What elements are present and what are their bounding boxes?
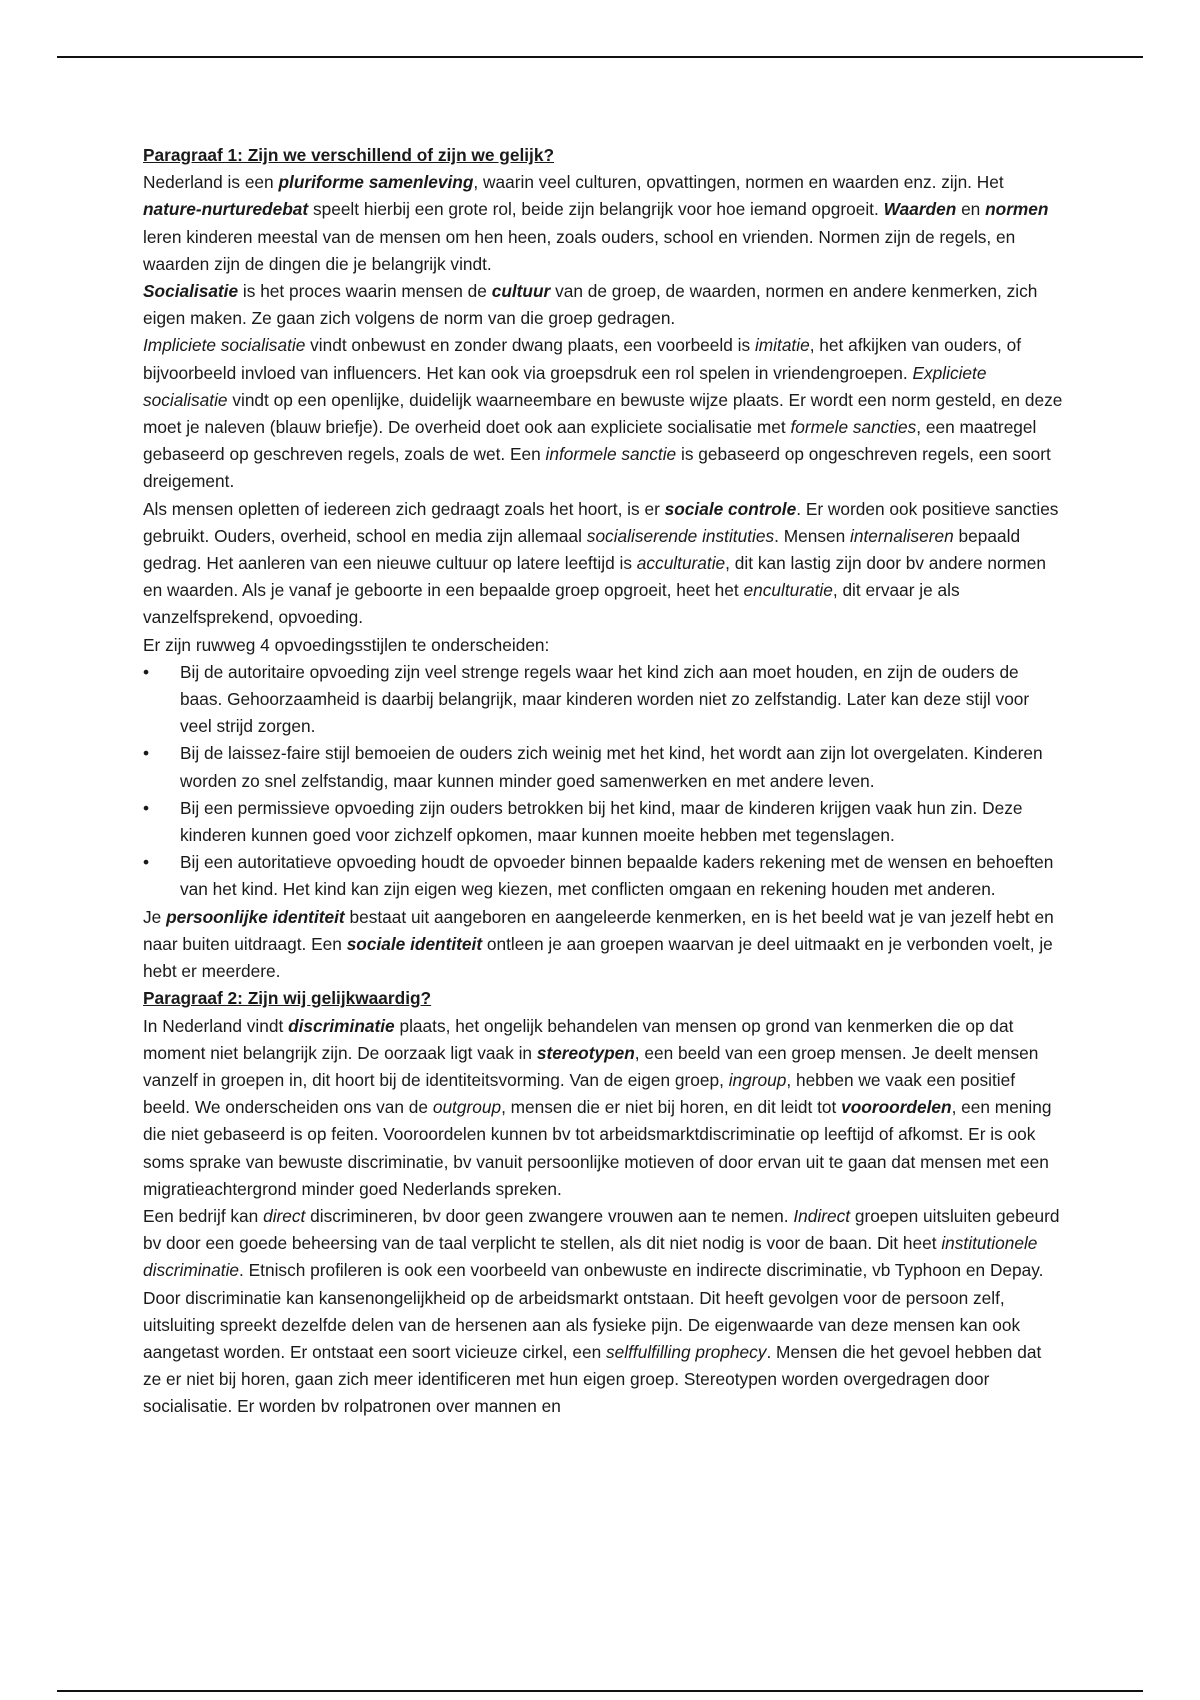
- emphasized-term: informele sanctie: [545, 444, 677, 465]
- emphasized-term: Waarden: [883, 199, 957, 220]
- paragraph: [143, 169, 1063, 278]
- emphasized-term: internaliseren: [850, 525, 954, 546]
- text-run: , hebben we vaak een positief beeld. We onderscheiden ons van de: [143, 1069, 1016, 1118]
- paragraph: [143, 278, 1063, 332]
- text-run: , een beeld van een groep mensen. Je deelt mensen vanzelf in groepen in, dit hoort bij de identiteitsvorming. Van de eigen groep,: [143, 1042, 1039, 1090]
- text-run: discrimineren, bv door geen zwangere vrouwen aan te nemen.: [305, 1205, 794, 1226]
- emphasized-term: vooroordelen: [841, 1097, 952, 1118]
- text-run: , mensen die er niet bij horen, en dit leidt tot: [501, 1097, 842, 1118]
- text-run: . Er worden ook positieve sancties gebruikt. Ouders, overheid, school en media zijn allemaal: [143, 498, 1059, 546]
- text-run: en: [956, 199, 986, 220]
- text-run: , dit kan lastig zijn door bv andere normen en waarden. Als je vanaf je geboorte in een bepaalde groep opgroeit, heet het: [143, 553, 1047, 601]
- text-run: Je: [143, 906, 167, 927]
- section-heading-2: Paragraaf 2: Zijn wij gelijkwaardig?: [143, 988, 432, 1009]
- paragraph: [143, 1203, 1063, 1421]
- text-run: In Nederland vindt: [143, 1015, 289, 1036]
- bullet-icon: •: [143, 661, 150, 682]
- text-run: . Mensen: [774, 525, 850, 546]
- list-item-text: Bij een permissieve opvoeding zijn ouders betrokken bij het kind, maar de kinderen krijgen vaak hun zin. Deze kinderen kunnen goed voor zichzelf opkomen, maar kunnen moeite hebben met tegenslagen.: [180, 797, 1023, 846]
- list-item-text: Bij een autoritatieve opvoeding houdt de opvoeder binnen bepaalde kaders rekening met de wensen en behoeften van het kind. Het kind kan zijn eigen weg kiezen, met conflicten omgaan en rekening houden met anderen.: [180, 852, 1054, 900]
- emphasized-term: selffulfilling prophecy: [606, 1341, 767, 1362]
- emphasized-term: discriminatie: [288, 1015, 395, 1036]
- text-run: is gebaseerd op ongeschreven regels, een soort dreigement.: [143, 444, 1051, 492]
- text-run: is het proces waarin mensen de: [238, 281, 492, 302]
- emphasized-term: enculturatie: [743, 580, 833, 601]
- header-rule: [57, 56, 1143, 58]
- list-item: [143, 849, 1063, 903]
- emphasized-term: Impliciete socialisatie: [143, 335, 306, 356]
- text-run: bestaat uit aangeboren en aangeleerde kenmerken, en is het beeld wat je van jezelf hebt en naar buiten uitdraagt. Een: [143, 906, 1054, 954]
- bullet-icon: •: [143, 852, 150, 873]
- emphasized-term: persoonlijke identiteit: [166, 906, 345, 927]
- paragraph: [143, 1013, 1063, 1203]
- text-run: bepaald gedrag. Het aanleren van een nieuwe cultuur op latere leeftijd is: [143, 525, 1021, 574]
- section-heading-1: Paragraaf 1: Zijn we verschillend of zijn we gelijk?: [143, 145, 555, 165]
- text-run: , een mening die niet gebaseerd is op feiten. Vooroordelen kunnen bv tot arbeidsmarktdiscriminatie op leeftijd of afkomst. Er is ook soms sprake van bewuste discriminatie, bv vanuit persoonlijke motieven of door ervan uit te gaan dat mensen met een migratieachtergrond minder goed Nederlands spreken.: [143, 1097, 1052, 1199]
- text-run: , waarin veel culturen, opvattingen, normen en waarden enz. zijn. Het: [473, 172, 1004, 193]
- bullet-icon: •: [143, 797, 150, 818]
- emphasized-term: sociale identiteit: [346, 933, 483, 954]
- text-run: vindt op een openlijke, duidelijk waarneembare en bewuste wijze plaats. Er wordt een norm gesteld, en deze moet je naleven (blauw briefje). De overheid doet ook aan expliciete socialisatie met: [143, 389, 1063, 438]
- text-run: Als mensen opletten of iedereen zich gedraagt zoals het hoort, is er: [143, 498, 665, 519]
- emphasized-term: cultuur: [491, 281, 551, 302]
- emphasized-term: nature-nurturedebat: [143, 199, 309, 220]
- list-item-text: Bij de laissez-faire stijl bemoeien de ouders zich weinig met het kind, het wordt aan zijn lot overgelaten. Kinderen worden zo snel zelfstandig, maar kunnen minder goed samenwerken en met andere leven.: [180, 743, 1043, 791]
- text-run: leren kinderen meestal van de mensen om hen heen, zoals ouders, school en vrienden. Normen zijn de regels, en waarden zijn de dingen die je belangrijk vindt.: [143, 226, 1016, 274]
- text-run: . Mensen die het gevoel hebben dat ze er niet bij horen, gaan zich meer identificeren met hun eigen groep. Stereotypen worden overgedragen door socialisatie. Er worden bv rolpatronen over mannen en: [143, 1341, 1042, 1417]
- emphasized-term: Indirect: [793, 1205, 851, 1226]
- bullet-icon: •: [143, 743, 150, 764]
- emphasized-term: sociale controle: [664, 498, 797, 519]
- emphasized-term: imitatie: [754, 335, 810, 356]
- footer-rule: [57, 1690, 1143, 1692]
- emphasized-term: stereotypen: [536, 1042, 635, 1063]
- list-intro: Er zijn ruwweg 4 opvoedingsstijlen te onderscheiden:: [143, 634, 550, 655]
- text-run: speelt hierbij een grote rol, beide zijn belangrijk voor hoe iemand opgroeit.: [308, 199, 884, 220]
- text-run: , het afkijken van ouders, of bijvoorbeeld invloed van influencers. Het kan ook via groepsdruk een rol spelen in vriendengroepen.: [143, 335, 1022, 383]
- emphasized-term: Socialisatie: [143, 281, 239, 302]
- text-run: , een maatregel gebaseerd op geschreven regels, zoals de wet. Een: [143, 417, 1037, 465]
- emphasized-term: direct: [263, 1205, 306, 1226]
- text-run: van de groep, de waarden, normen en andere kenmerken, zich eigen maken. Ze gaan zich volgens de norm van die groep gedragen.: [143, 281, 1038, 329]
- document-body: [143, 142, 1063, 1421]
- list-item-text: Bij de autoritaire opvoeding zijn veel strenge regels waar het kind zich aan moet houden, en zijn de ouders de baas. Gehoorzaamheid is daarbij belangrijk, maar kinderen worden niet zo zelfstandig. Later kan deze stijl voor veel strijd zorgen.: [180, 661, 1030, 737]
- parenting-styles-list: [143, 659, 1063, 904]
- text-run: Nederland is een: [143, 172, 279, 193]
- text-run: groepen uitsluiten gebeurd bv door een goede beheersing van de taal verplicht te stellen, als dit niet nodig is voor de baan. Dit heet: [143, 1205, 1060, 1254]
- emphasized-term: ingroup: [728, 1069, 787, 1090]
- emphasized-term: pluriforme samenleving: [278, 172, 474, 193]
- paragraph: [143, 332, 1063, 495]
- emphasized-term: institutionele discriminatie: [143, 1233, 1038, 1281]
- text-run: Een bedrijf kan: [143, 1205, 264, 1226]
- paragraph: [143, 904, 1063, 986]
- list-item: [143, 795, 1063, 849]
- emphasized-term: formele sancties: [790, 417, 917, 438]
- list-item: [143, 659, 1063, 741]
- emphasized-term: socialiserende instituties: [586, 525, 775, 546]
- text-run: plaats, het ongelijk behandelen van mensen op grond van kenmerken die op dat moment niet belangrijk zijn. De oorzaak ligt vaak in: [143, 1015, 1014, 1063]
- text-run: , dit ervaar je als vanzelfsprekend, opvoeding.: [143, 580, 960, 628]
- list-item: [143, 740, 1063, 794]
- emphasized-term: acculturatie: [636, 553, 726, 574]
- emphasized-term: outgroup: [432, 1097, 502, 1118]
- emphasized-term: Expliciete socialisatie: [143, 362, 987, 410]
- text-run: . Etnisch profileren is ook een voorbeeld van onbewuste en indirecte discriminatie, vb Typhoon en Depay. Door discriminatie kan kansenongelijkheid op de arbeidsmarkt ontstaan. Dit heeft gevolgen voor de persoon zelf, uitsluiting spreekt dezelfde delen van de hersenen aan als fysieke pijn. De eigenwaarde van deze mensen kan ook aangetast worden. Er ontstaat een soort vicieuze cirkel, een: [143, 1260, 1044, 1362]
- emphasized-term: normen: [985, 199, 1049, 220]
- paragraph: [143, 496, 1063, 632]
- text-run: vindt onbewust en zonder dwang plaats, een voorbeeld is: [305, 335, 755, 356]
- text-run: ontleen je aan groepen waarvan je deel uitmaakt en je verbonden voelt, je hebt er meerdere.: [143, 933, 1053, 982]
